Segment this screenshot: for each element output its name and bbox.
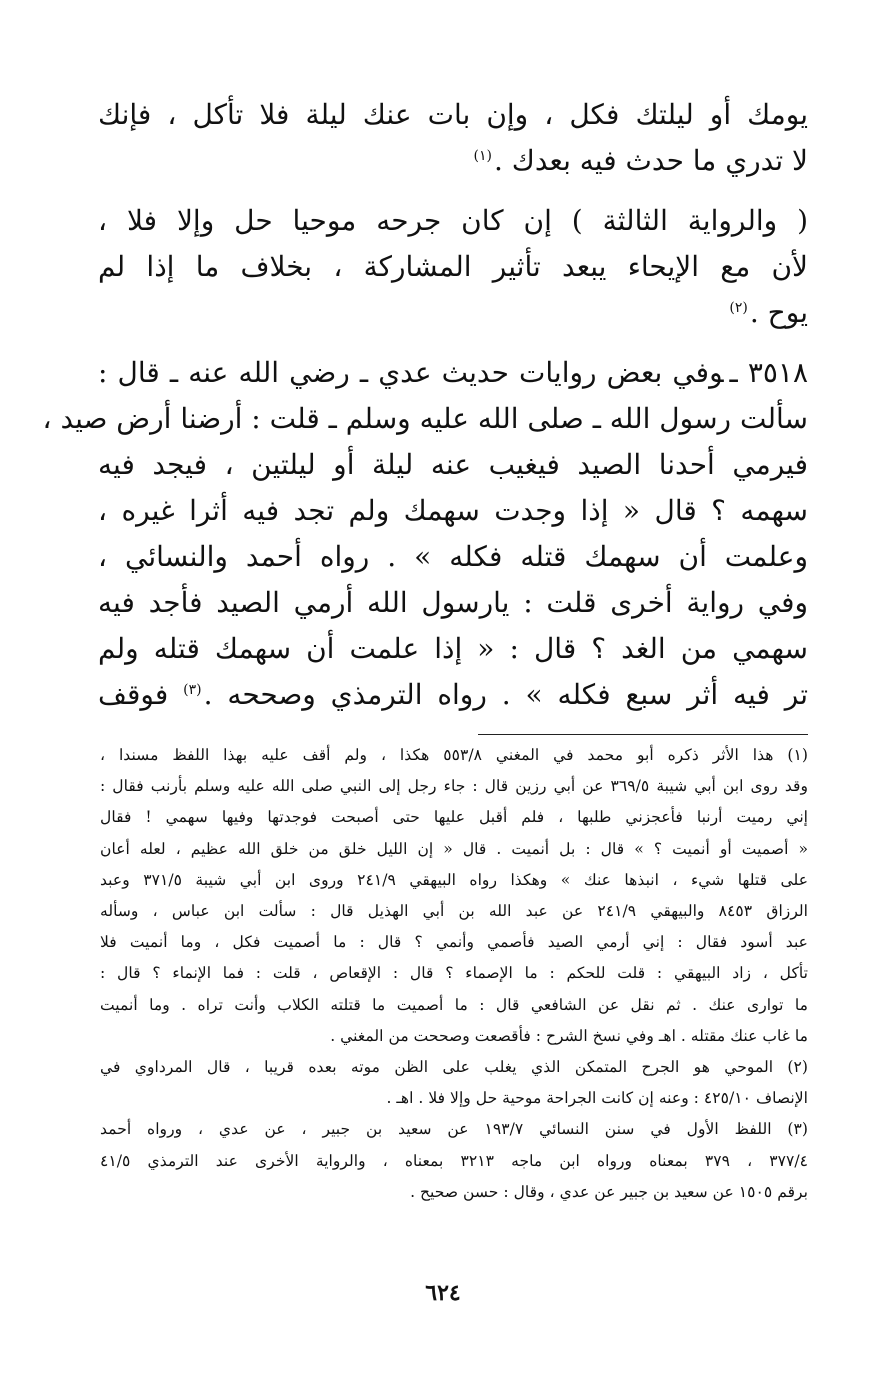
text-line: ٣٥١٨ ـوفي بعض روايات حديث عدي ـ رضي الله عنه ـ قال : bbox=[98, 356, 808, 389]
text-line: وعلمت أن سهمك قتله فكله » . رواه أحمد والنسائي ، bbox=[98, 540, 808, 573]
text-line: يومك أو ليلتك فكل ، وإن بات عنك ليلة فلا تأكل ، فإنك bbox=[98, 98, 808, 131]
page-number: ٦٢٤ bbox=[425, 1280, 461, 1306]
footnote-ref-3: (٣) bbox=[183, 681, 202, 698]
footnote-line: إني رميت أرنبا فأعجزني طلبها ، فلم أقبل عليها حتى أصبحت فوجدتها وفيها سهمي ! فقال bbox=[100, 808, 808, 827]
footnote-line: ما توارى عنك . ثم نقل عن الشافعي قال : ما أصميت ما قتلته الكلاب وأنت تراه . وما أنميت bbox=[100, 995, 808, 1014]
text-line: يوح .$^{(٢)}$ bbox=[729, 296, 808, 329]
text-line: سهمي من الغد ؟ قال : « إذا علمت أن سهمك قتله ولم bbox=[98, 632, 808, 665]
footnote-line: ٣٧٧/٤ ، ٣٧٩ بمعناه ورواه ابن ماجه ٣٢١٣ بمعناه ، والرواية الأخرى عند الترمذي ٤١/٥ bbox=[100, 1151, 808, 1170]
text-line: لا تدري ما حدث فيه بعدك .$^{(١)}$ bbox=[473, 144, 808, 177]
footnote-line: (١) هذا الأثر ذكره أبو محمد في المغني ٥٥٣/٨ هكذا ، ولم أقف عليه بهذا اللفظ مسندا ، bbox=[100, 746, 808, 764]
footnote-line: « أصميت أو أنميت ؟ » قال : بل أنميت . قال « إن الليل خلق من خلق الله عظيم ، لعله أعان bbox=[100, 839, 808, 858]
footnote-ref-2: (٢) bbox=[729, 299, 748, 316]
footnote-line: ما غاب عنك مقتله . اهـ وفي نسخ الشرح : فأقصعت وصححت من المغني . bbox=[330, 1026, 808, 1045]
text-line: سألت رسول الله ـ صلى الله عليه وسلم ـ قلت : أرضنا أرض صيد ، bbox=[42, 402, 808, 435]
footnote-line: (٢) الموحي هو الجرح المتمكن الذي يغلب على الظن موته بعده قريبا ، قال المرداوي في bbox=[100, 1058, 808, 1077]
text-line: سهمه ؟ قال « إذا وجدت سهمك ولم تجد فيه أثرا غيره ، bbox=[98, 494, 808, 527]
item-number: ٣٥١٨ ـ bbox=[729, 356, 808, 389]
text-line: وفي رواية أخرى قلت : يارسول الله أرمي الصيد فأجد فيه bbox=[98, 586, 808, 619]
footnote-line: (٣) اللفظ الأول في سنن النسائي ١٩٣/٧ عن سعيد بن جبير ، عن عدي ، ورواه أحمد bbox=[100, 1120, 808, 1139]
footnote-line: الإنصاف ٤٢٥/١٠ : وعنه إن كانت الجراحة موحية حل وإلا فلا . اهـ . bbox=[386, 1089, 808, 1108]
text-line: فيرمي أحدنا الصيد فيغيب عنه ليلة أو ليلتين ، فيجد فيه bbox=[98, 448, 808, 481]
footnote-line: تأكل ، زاد البيهقي : قلت للحكم : ما الإصماء ؟ قال : الإقعاص ، قلت : فما الإنماء ؟ قال : bbox=[100, 964, 808, 983]
footnotes bbox=[100, 740, 808, 1208]
text-line: ( والرواية الثالثة ) إن كان جرحه موحيا حل وإلا فلا ، bbox=[98, 204, 808, 237]
footnote-ref-1: (١) bbox=[473, 147, 492, 164]
footnote-line: عبد أسود فقال : إني أرمي الصيد فأصمي وأنمي ؟ قال : ما أصميت فكل ، وما أنميت فلا bbox=[100, 933, 808, 952]
main-text bbox=[42, 92, 808, 718]
footnote-line: وقد روى ابن أبي شيبة ٣٦٩/٥ عن أبي رزين قال : جاء رجل إلى النبي صلى الله عليه وسلم بأرنب فقال : bbox=[100, 777, 808, 796]
footnote-divider bbox=[478, 734, 808, 735]
footnote-line: على قتلها شيء ، انبذها عنك » وهكذا رواه البيهقي ٢٤١/٩ وروى ابن أبي شيبة ٣٧١/٥ وعبد bbox=[100, 870, 808, 889]
text-line: تر فيه أثر سبع فكله » . رواه الترمذي وصححه .$^{(٣)}$ فوقف bbox=[98, 678, 808, 711]
footnote-line: برقم ١٥٠٥ عن سعيد بن جبير عن عدي ، وقال : حسن صحيح . bbox=[410, 1182, 808, 1201]
text-line: لأن مع الإيحاء يبعد تأثير المشاركة ، بخلاف ما إذا لم bbox=[98, 250, 808, 283]
footnote-line: الرزاق ٨٤٥٣ والبيهقي ٢٤١/٩ عن عبد الله بن أبي الهذيل قال : سألت ابن عباس ، وسأله bbox=[100, 902, 809, 921]
